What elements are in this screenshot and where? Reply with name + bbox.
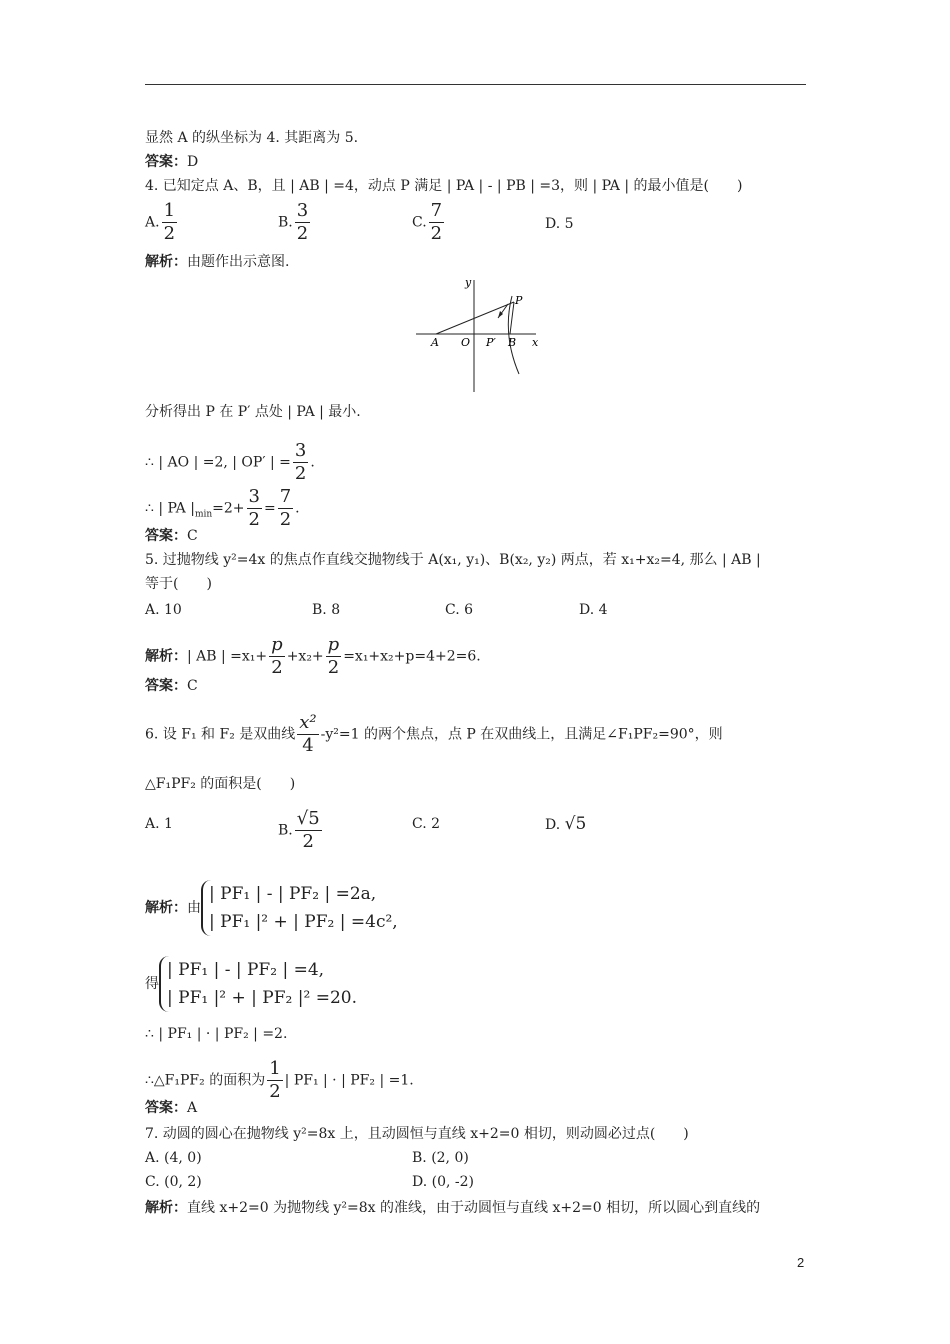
q5-option-b: B. 8: [312, 602, 341, 618]
q6-option-c: C. 2: [412, 816, 441, 832]
q7-option-d: D. (0, -2): [412, 1174, 474, 1190]
q6-option-d: D. √5: [545, 814, 587, 834]
hyperbola-figure: [414, 274, 544, 396]
label-x: x: [532, 336, 539, 349]
label-o: O: [461, 336, 471, 349]
analysis-text: 分析得出 P 在 P′ 点处 | PA | 最小.: [145, 404, 361, 420]
q5-option-c: C. 6: [445, 602, 474, 618]
q4-option-b: B. $\frac{3}{2}$: [278, 200, 309, 244]
q7-option-b: B. (2, 0): [412, 1150, 469, 1166]
q7-option-a: A. (4, 0): [145, 1150, 202, 1166]
q7-option-c: C. (0, 2): [145, 1174, 202, 1190]
question-5: 5. 过抛物线 y²=4x 的焦点作直线交抛物线于 A(x₁, y₁)、B(x₂, y₂) 两点，若 x₁+x₂=4, 那么 | AB |: [145, 552, 761, 568]
q4-option-c: C. $\frac{7}{2}$: [412, 200, 443, 244]
derivation-line: ∴△F₁PF₂ 的面积为 $\frac{1}{2}$ | PF₁ | · | PF₂ | =1.: [145, 1058, 414, 1102]
answer-line: [145, 152, 198, 172]
derivation-line: ∴ | PF₁ | · | PF₂ | =2.: [145, 1026, 288, 1042]
question-6: 6. 设 F₁ 和 F₂ 是双曲线 $\frac{\text{x²}}{4}$ -y²=1 的两个焦点，点 P 在双曲线上，且满足∠F₁PF₂=90°，则: [145, 712, 723, 756]
equation-system-1: | PF₁ | - | PF₂ | =2a, | PF₁ |² + | PF₂ | =4c²,: [201, 880, 398, 936]
question-5-cont: 等于( ): [145, 576, 212, 592]
analysis-line: 解析：由题作出示意图.: [145, 254, 290, 270]
analysis-line: 解析：| AB | =x₁+ $\frac{p}{2}$ +x₂+ $\frac{p}{2}$ =x₁+x₂+p=4+2=6.: [145, 634, 481, 678]
label-p: P: [515, 294, 523, 307]
question-6-cont: △F₁PF₂ 的面积是( ): [145, 776, 296, 792]
q4-option-d: D. 5: [545, 216, 574, 232]
question-7: 7. 动圆的圆心在抛物线 y²=8x 上，且动圆恒与直线 x+2=0 相切，则动圆必过点( ): [145, 1126, 689, 1142]
q4-option-a: A. $\frac{1}{2}$: [145, 200, 176, 244]
q5-option-a: A. 10: [145, 602, 182, 618]
text-line: 显然 A 的纵坐标为 4. 其距离为 5.: [145, 130, 359, 146]
q6-option-a: A. 1: [145, 816, 173, 832]
analysis-line: 解析：直线 x+2=0 为抛物线 y²=8x 的准线，由于动圆恒与直线 x+2=0 相切，所以圆心到直线的: [145, 1200, 761, 1216]
header-rule: [145, 84, 806, 85]
label-a: A: [431, 336, 439, 349]
answer-value: D: [187, 154, 199, 170]
analysis-line: 解析：由 | PF₁ | - | PF₂ | =2a, | PF₁ |² + | PF₂ | =4c²,: [145, 880, 398, 936]
question-4: 4. 已知定点 A、B，且 | AB | =4，动点 P 满足 | PA | - | PB | =3，则 | PA | 的最小值是( ): [145, 178, 743, 194]
derivation-line: ∴ | AO | =2, | OP′ | = $\frac{3}{2}$ .: [145, 440, 315, 484]
label-y: y: [465, 276, 472, 289]
segment-pb: [510, 302, 514, 334]
segment-pa: [436, 302, 514, 334]
label-p-prime: P′: [486, 336, 496, 349]
answer-line: 答案：C: [145, 678, 198, 694]
answer-line: 答案：C: [145, 528, 198, 544]
page-number: 2: [797, 1255, 805, 1270]
label-b: B: [508, 336, 517, 349]
derivation-line: ∴ | PA $|_{min}=2+$ $\frac{3}{2}$ = $\frac{7}{2}$ .: [145, 486, 300, 530]
answer-label: 答案：: [145, 154, 187, 170]
q6-option-b: B. $\frac{√5}{2}$: [278, 808, 320, 852]
derivation-line: 得 | PF₁ | - | PF₂ | =4, | PF₁ |² + | PF₂ |² =20.: [145, 956, 357, 1012]
answer-line: 答案：A: [145, 1100, 198, 1116]
equation-system-2: | PF₁ | - | PF₂ | =4, | PF₁ |² + | PF₂ |² =20.: [159, 956, 357, 1012]
q5-option-d: D. 4: [579, 602, 608, 618]
